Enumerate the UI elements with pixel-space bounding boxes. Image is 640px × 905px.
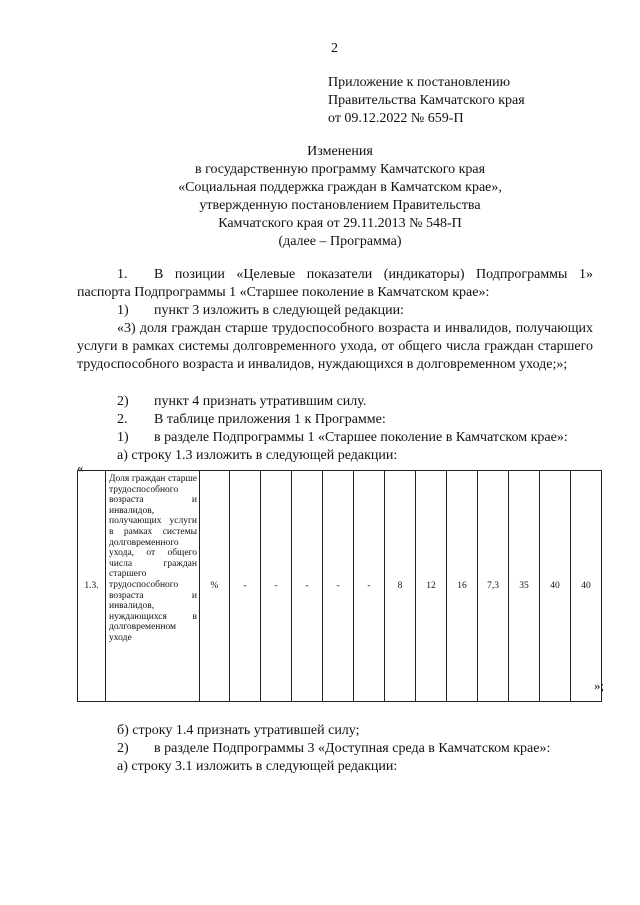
value-cell: - (230, 471, 261, 702)
subpoint-2-1-b: б) строку 1.4 признать утратившей силу; (117, 723, 360, 738)
value-cell: 35 (509, 471, 540, 702)
subpoint-2-1-number: 1) (117, 430, 129, 445)
subpoint-2-2-a: а) строку 3.1 изложить в следующей редакции: (117, 759, 398, 774)
subpoint-2-1 (117, 429, 568, 447)
value-cell: 7,3 (478, 471, 509, 702)
heading-line-3: «Социальная поддержка граждан в Камчатском крае», (178, 180, 502, 195)
value-cell: 40 (540, 471, 571, 702)
value-cell: - (354, 471, 385, 702)
paragraph-1-line-2: паспорта Подпрограммы 1 «Старшее поколение в Камчатском крае»: (77, 285, 490, 300)
appendix-line-1: Приложение к постановлению (328, 75, 511, 90)
row-number-cell: 1.3. (78, 471, 106, 702)
value-cell: 40 (571, 471, 602, 702)
value-cell: - (261, 471, 292, 702)
table-row (78, 471, 602, 702)
appendix-line-3: от 09.12.2022 № 659-П (328, 111, 464, 126)
subpoint-1-1 (117, 302, 404, 320)
paragraph-1-line-1 (117, 266, 593, 284)
value-cell: 16 (447, 471, 478, 702)
heading-line-4: утвержденную постановлением Правительства (199, 198, 481, 213)
subpoint-1-2-text: пункт 4 признать утратившим силу. (154, 394, 367, 409)
paragraph-2 (117, 411, 386, 429)
paragraph-1-text: В позиции «Целевые показатели (индикаторы) Подпрограммы 1» (154, 267, 593, 282)
row-description-cell: Доля граждан старше трудоспособного возраста и инвалидов, получающих услуги в рамках системы долговременного ухода, от общего числа граждан старшего трудоспособного возраста и инвалидов, нуждающихся в долговременном уходе (106, 471, 200, 702)
indicator-table (77, 470, 605, 702)
subpoint-2-2-number: 2) (117, 741, 129, 756)
heading-line-5: Камчатского края от 29.11.2013 № 548-П (218, 216, 462, 231)
value-cell: 8 (385, 471, 416, 702)
page-number: 2 (331, 41, 338, 56)
subpoint-1-2-number: 2) (117, 394, 129, 409)
paragraph-1-number: 1. (117, 267, 128, 282)
open-quote: « (77, 460, 84, 475)
subpoint-2-1-a: а) строку 1.3 изложить в следующей редакции: (117, 448, 398, 463)
value-cell: 12 (416, 471, 447, 702)
subpoint-1-2 (117, 393, 366, 411)
quoted-paragraph: «3) доля граждан старше трудоспособного возраста и инвалидов, получающих услуги в рамках системы долговременного ухода, от общего числа граждан старшего трудоспособного возраста и инвалидов, нуждающихся в долговременном уходе;»; (77, 321, 593, 372)
appendix-line-2: Правительства Камчатского края (328, 93, 525, 108)
heading-line-6: (далее – Программа) (278, 234, 402, 249)
heading-line-2: в государственную программу Камчатского края (194, 162, 486, 177)
value-cell: - (292, 471, 323, 702)
paragraph-2-number: 2. (117, 412, 128, 427)
subpoint-2-1-text: в разделе Подпрограммы 1 «Старшее поколение в Камчатском крае»: (154, 430, 568, 445)
paragraph-2-text: В таблице приложения 1 к Программе: (154, 412, 386, 427)
value-cell: - (323, 471, 354, 702)
heading-title: Изменения (307, 144, 373, 159)
subpoint-2-2-text: в разделе Подпрограммы 3 «Доступная среда в Камчатском крае»: (154, 741, 551, 756)
close-quote: »; (594, 678, 605, 693)
subpoint-1-1-text: пункт 3 изложить в следующей редакции: (154, 303, 404, 318)
subpoint-1-1-number: 1) (117, 303, 129, 318)
row-unit-cell: % (200, 471, 230, 702)
subpoint-2-2 (117, 740, 550, 758)
